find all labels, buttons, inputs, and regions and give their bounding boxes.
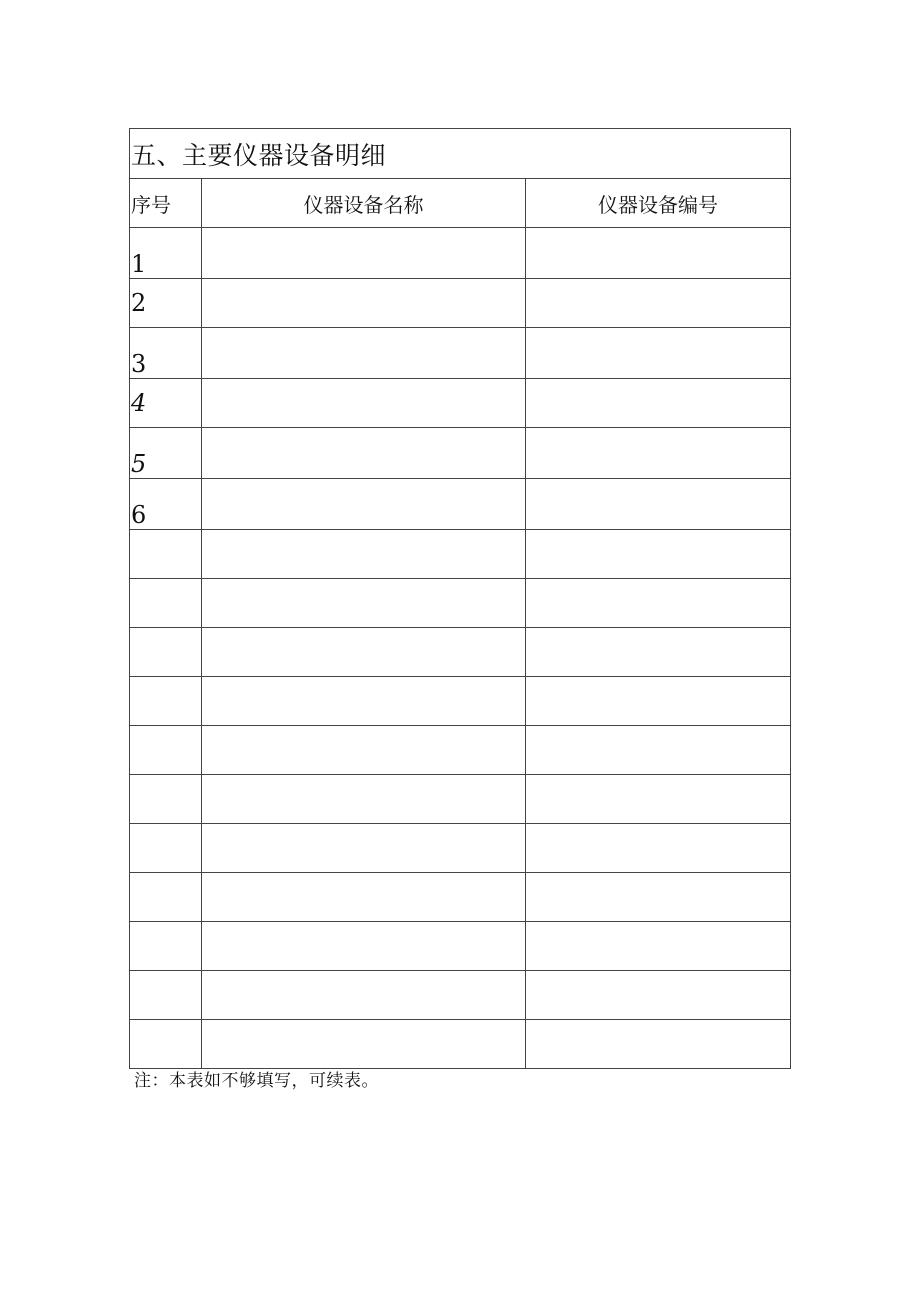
seq-cell[interactable] [130, 1020, 202, 1069]
code-cell[interactable] [526, 1020, 791, 1069]
table-row [130, 279, 791, 328]
seq-cell: 3 [130, 328, 202, 379]
code-cell[interactable] [526, 775, 791, 824]
table-row [130, 579, 791, 628]
seq-cell: 2 [130, 279, 202, 328]
seq-cell: 6 [130, 479, 202, 530]
table-row [130, 328, 791, 379]
seq-cell[interactable] [130, 579, 202, 628]
equipment-table [129, 128, 791, 1069]
table-row [130, 824, 791, 873]
seq-cell[interactable] [130, 922, 202, 971]
name-cell[interactable] [202, 328, 526, 379]
table-row [130, 1020, 791, 1069]
code-cell[interactable] [526, 428, 791, 479]
code-cell[interactable] [526, 328, 791, 379]
seq-cell[interactable] [130, 726, 202, 775]
name-cell[interactable] [202, 628, 526, 677]
table-row [130, 628, 791, 677]
table-row [130, 922, 791, 971]
seq-cell: 4 [130, 379, 202, 428]
name-cell[interactable] [202, 775, 526, 824]
table-row [130, 726, 791, 775]
table-row [130, 971, 791, 1020]
name-cell[interactable] [202, 971, 526, 1020]
table-row [130, 775, 791, 824]
code-cell[interactable] [526, 479, 791, 530]
table-row [130, 379, 791, 428]
seq-cell[interactable] [130, 775, 202, 824]
column-header-name: 仪器设备名称 [202, 179, 526, 228]
table-row [130, 428, 791, 479]
table-footnote: 注：本表如不够填写，可续表。 [134, 1071, 379, 1091]
table-title: 五、主要仪器设备明细 [130, 129, 791, 179]
name-cell[interactable] [202, 922, 526, 971]
table-row [130, 873, 791, 922]
code-cell[interactable] [526, 677, 791, 726]
name-cell[interactable] [202, 530, 526, 579]
code-cell[interactable] [526, 726, 791, 775]
seq-cell[interactable] [130, 677, 202, 726]
name-cell[interactable] [202, 824, 526, 873]
table-row [130, 479, 791, 530]
code-cell[interactable] [526, 228, 791, 279]
seq-cell[interactable] [130, 530, 202, 579]
title-row [130, 129, 791, 179]
column-header-seq: 序号 [130, 179, 202, 228]
code-cell[interactable] [526, 279, 791, 328]
name-cell[interactable] [202, 279, 526, 328]
name-cell[interactable] [202, 379, 526, 428]
code-cell[interactable] [526, 628, 791, 677]
column-header-code: 仪器设备编号 [526, 179, 791, 228]
code-cell[interactable] [526, 530, 791, 579]
seq-cell[interactable] [130, 873, 202, 922]
table-row [130, 530, 791, 579]
table-row [130, 228, 791, 279]
code-cell[interactable] [526, 824, 791, 873]
name-cell[interactable] [202, 479, 526, 530]
code-cell[interactable] [526, 873, 791, 922]
seq-cell[interactable] [130, 824, 202, 873]
name-cell[interactable] [202, 579, 526, 628]
table-row [130, 677, 791, 726]
name-cell[interactable] [202, 428, 526, 479]
seq-cell: 5 [130, 428, 202, 479]
code-cell[interactable] [526, 579, 791, 628]
seq-cell: 1 [130, 228, 202, 279]
name-cell[interactable] [202, 1020, 526, 1069]
seq-cell[interactable] [130, 628, 202, 677]
name-cell[interactable] [202, 726, 526, 775]
code-cell[interactable] [526, 379, 791, 428]
code-cell[interactable] [526, 971, 791, 1020]
name-cell[interactable] [202, 677, 526, 726]
header-row [130, 179, 791, 228]
seq-cell[interactable] [130, 971, 202, 1020]
code-cell[interactable] [526, 922, 791, 971]
name-cell[interactable] [202, 873, 526, 922]
name-cell[interactable] [202, 228, 526, 279]
